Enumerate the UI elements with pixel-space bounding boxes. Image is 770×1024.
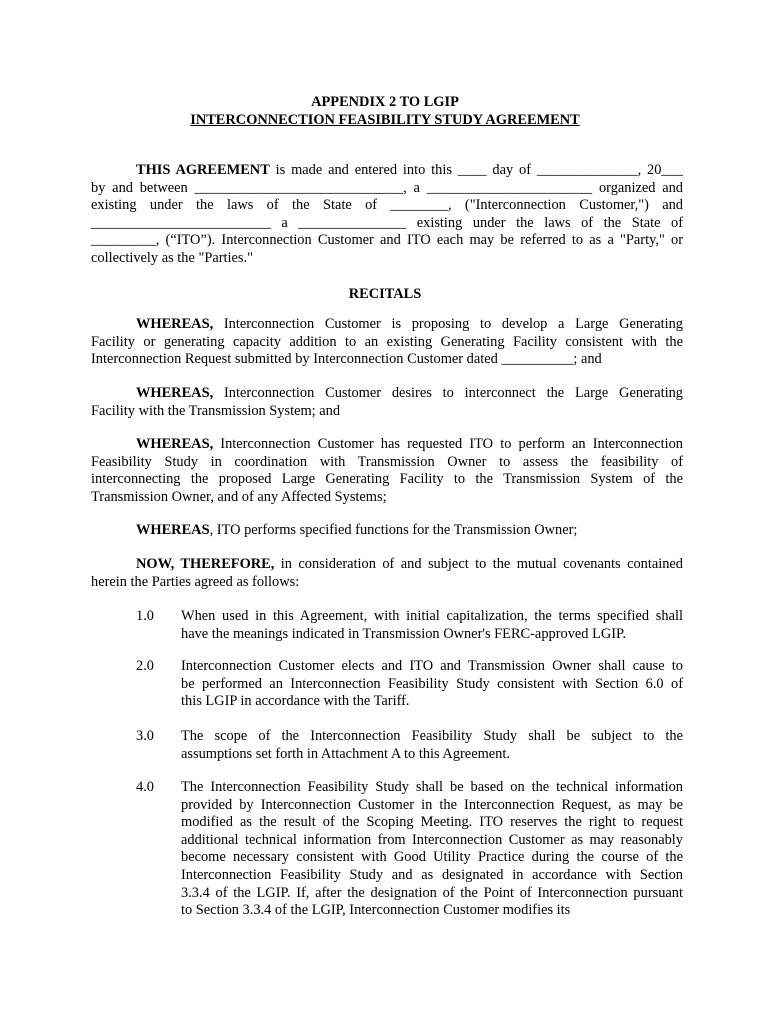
whereas-paragraph-3 — [91, 436, 683, 506]
clause-body — [181, 608, 683, 643]
whereas4-line-1 — [91, 522, 683, 540]
whereas4-line-1-rest: , ITO performs specified functions for the Transmission Owner; — [209, 522, 578, 538]
whereas1-line-1-rest: Interconnection Customer is proposing to develop a Large Generating — [213, 316, 683, 332]
whereas-paragraph-2 — [91, 385, 683, 420]
clause-line: 3.3.4 of the LGIP. If, after the designation of the Point of Interconnection pursuant — [181, 884, 683, 901]
now-therefore-line-1 — [91, 556, 683, 574]
intro-line-2: by and between _____________________________, a _______________________ organized and — [91, 179, 683, 196]
clause-line: provided by Interconnection Customer in the Interconnection Request, as may be — [181, 796, 683, 813]
clause-body — [181, 658, 683, 711]
appendix-title: APPENDIX 2 TO LGIP — [311, 94, 459, 110]
whereas3-line-1 — [91, 436, 683, 454]
clause-body — [181, 779, 683, 920]
intro-line-5: _________, (“ITO”). Interconnection Customer and ITO each may be referred to as a "Party," or — [91, 232, 683, 249]
intro-line-4: _________________________ a _______________ existing under the laws of the State of — [91, 214, 683, 231]
clause-number: 3.0 — [136, 728, 154, 744]
clause-line: Interconnection Customer elects and ITO and Transmission Owner shall cause to — [181, 658, 683, 674]
intro-line-6: collectively as the "Parties." — [91, 249, 254, 266]
whereas3-line-1-rest: Interconnection Customer has requested ITO to perform an Interconnection — [213, 436, 683, 452]
clause-line: modified as the result of the Scoping Meeting. ITO reserves the right to request — [181, 814, 683, 831]
clause-line: become necessary consistent with Good Utility Practice during the course of the — [181, 849, 683, 866]
clause-line: Interconnection Feasibility Study and as designated in accordance with Section — [181, 866, 683, 883]
whereas2-line-1-rest: Interconnection Customer desires to interconnect the Large Generating — [213, 385, 683, 401]
whereas2-bold: WHEREAS, — [136, 385, 214, 401]
clause-line: be performed an Interconnection Feasibility Study consistent with Section 6.0 of — [181, 675, 683, 692]
recitals-heading: RECITALS — [348, 286, 422, 302]
whereas2-line-2: Facility with the Transmission System; and — [91, 402, 341, 419]
intro-paragraph — [91, 162, 683, 268]
clause-line: additional technical information from Interconnection Customer as may reasonably — [181, 831, 683, 848]
clause-number: 2.0 — [136, 658, 154, 674]
whereas-paragraph-4 — [91, 522, 683, 540]
clause-number: 4.0 — [136, 779, 154, 795]
whereas-paragraph-1 — [91, 316, 683, 369]
whereas3-line-3: interconnecting the proposed Large Generating Facility to the Transmission System of the — [91, 471, 683, 488]
clause-line: The scope of the Interconnection Feasibility Study shall be subject to the — [181, 728, 683, 744]
whereas3-line-2: Feasibility Study in coordination with Transmission Owner to assess the feasibility of — [91, 453, 683, 470]
clause-line: assumptions set forth in Attachment A to this Agreement. — [181, 745, 510, 762]
whereas1-line-3: Interconnection Request submitted by Interconnection Customer dated __________; and — [91, 351, 602, 368]
intro-line-1-rest: is made and entered into this ____ day of ______________, 20___ — [269, 162, 683, 178]
clause-number: 1.0 — [136, 608, 154, 624]
intro-lead-bold: THIS AGREEMENT — [136, 162, 270, 178]
now-therefore-line-2: herein the Parties agreed as follows: — [91, 573, 300, 590]
now-therefore-line-1-rest: in consideration of and subject to the mutual covenants contained — [274, 556, 684, 572]
intro-line-3: existing under the laws of the State of ________, ("Interconnection Customer,") and — [91, 197, 683, 214]
whereas2-line-1 — [91, 385, 683, 403]
clause-body — [181, 728, 683, 763]
whereas4-bold: WHEREAS — [136, 522, 210, 538]
whereas3-line-4: Transmission Owner, and of any Affected Systems; — [91, 488, 387, 505]
agreement-title-text: INTERCONNECTION FEASIBILITY STUDY AGREEMENT — [190, 112, 580, 128]
whereas3-bold: WHEREAS, — [136, 436, 214, 452]
now-therefore-bold: NOW, THEREFORE, — [136, 556, 275, 572]
clause-line: have the meanings indicated in Transmission Owner's FERC-approved LGIP. — [181, 625, 627, 642]
agreement-title — [0, 112, 770, 130]
clause-line: The Interconnection Feasibility Study shall be based on the technical information — [181, 779, 683, 795]
clause-line: this LGIP in accordance with the Tariff. — [181, 693, 410, 710]
whereas1-line-1 — [91, 316, 683, 334]
now-therefore-paragraph — [91, 556, 683, 591]
intro-line-1 — [91, 162, 683, 180]
clause-line: When used in this Agreement, with initial capitalization, the terms specified shall — [181, 608, 683, 624]
whereas1-line-2: Facility or generating capacity addition to an existing Generating Facility consistent with the — [91, 333, 683, 350]
whereas1-bold: WHEREAS, — [136, 316, 214, 332]
clause-line: to Section 3.3.4 of the LGIP, Interconnection Customer modifies its — [181, 902, 571, 919]
